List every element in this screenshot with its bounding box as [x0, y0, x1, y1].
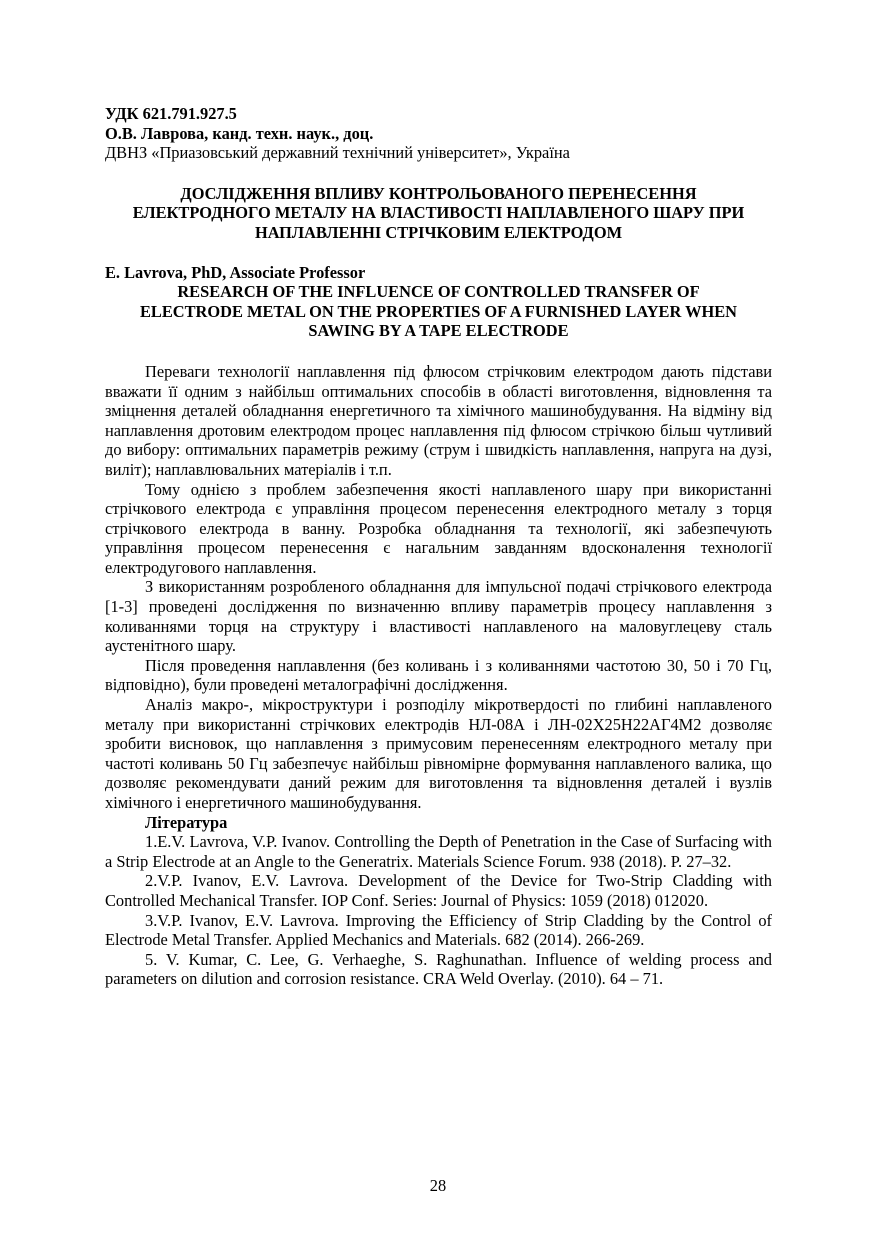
- abstract-body: [105, 362, 772, 989]
- reference-item: 2.V.P. Ivanov, E.V. Lavrova. Development of the Device for Two-Strip Cladding with Controlled Mechanical Transfer. IOP Conf. Series: Journal of Physics: 1059 (2018) 012020.: [105, 871, 772, 910]
- author-ua: О.В. Лаврова, канд. техн. наук., доц.: [105, 123, 374, 143]
- affiliation: ДВНЗ «Приазовський державний технічний університет», Україна: [105, 143, 570, 163]
- title-ua: [105, 184, 772, 243]
- page-number: 28: [429, 1176, 447, 1195]
- author-en: E. Lavrova, PhD, Associate Professor: [105, 262, 366, 282]
- body-paragraph: З використанням розробленого обладнання для імпульсної подачі стрічкового електрода [1-3] проведені дослідження по визначенню впливу параметрів процесу наплавлення з коливаннями торця на структуру і властивості наплавленого на маловуглецеву сталь аустенітного шару.: [105, 577, 772, 656]
- title-en-line: ELECTRODE METAL ON THE PROPERTIES OF A FURNISHED LAYER WHEN: [139, 301, 738, 321]
- body-paragraph: Переваги технології наплавлення під флюсом стрічковим електродом дають підстави вважати її одним з найбільш оптимальних способів в області виготовлення, відновлення та зміцнення деталей обладнання енергетичного та хімічного машинобудування. На відміну від наплавлення дротовим електродом процес наплавлення під флюсом стрічкою більш чутливий до вибору: оптимальних параметрів режиму (струм і швидкість наплавлення, напруга на дузі, виліт); наплавлювальних матеріалів і т.п.: [105, 361, 772, 479]
- title-ua-line: ДОСЛІДЖЕННЯ ВПЛИВУ КОНТРОЛЬОВАНОГО ПЕРЕНЕСЕННЯ: [180, 183, 697, 203]
- body-paragraph: Після проведення наплавлення (без коливань і з коливаннями частотою 30, 50 і 70 Гц, відповідно), були проведені металографічні дослідження.: [105, 655, 772, 695]
- reference-item: 1.E.V. Lavrova, V.P. Ivanov. Controlling the Depth of Penetration in the Case of Surfacing with a Strip Electrode at an Angle to the Generatrix. Materials Science Forum. 938 (2018). P. 27–32.: [105, 832, 772, 871]
- reference-item: 5. V. Kumar, C. Lee, G. Verhaeghe, S. Raghunathan. Influence of welding process and parameters on dilution and corrosion resistance. CRA Weld Overlay. (2010). 64 – 71.: [105, 949, 772, 989]
- body-paragraph: Аналіз макро-, мікроструктури і розподілу мікротвердості по глибині наплавленого металу при використанні стрічкових електродів НЛ-08А і ЛН-02Х25Н22АГ4М2 дозволяє зробити висновок, що наплавлення з примусовим перенесенням електродного металу при частоті коливань 50 Гц забезпечує найбільш рівномірне формування наплавленого валика, що дозволяє рекомендувати даний режим для виготовлення та відновлення деталей і вузлів хімічного і енергетичного машинобудування.: [105, 695, 772, 812]
- title-en-line: SAWING BY A TAPE ELECTRODE: [308, 321, 569, 341]
- title-ua-line: НАПЛАВЛЕННІ СТРІЧКОВИМ ЕЛЕКТРОДОМ: [254, 222, 623, 242]
- references-heading: Література: [145, 812, 228, 832]
- title-en: [105, 282, 772, 341]
- reference-item: 3.V.P. Ivanov, E.V. Lavrova. Improving the Efficiency of Strip Cladding by the Control of Electrode Metal Transfer. Applied Mechanics and Materials. 682 (2014). 266-269.: [105, 910, 772, 950]
- title-ua-line: ЕЛЕКТРОДНОГО МЕТАЛУ НА ВЛАСТИВОСТІ НАПЛАВЛЕНОГО ШАРУ ПРИ: [132, 203, 745, 223]
- paper-page: [105, 104, 772, 989]
- paper-header: [105, 104, 772, 163]
- udc-code: УДК 621.791.927.5: [105, 104, 237, 123]
- body-paragraph: Тому однією з проблем забезпечення якості наплавленого шару при використанні стрічкового електрода є управління процесом перенесення електродного металу з торця стрічкового електрода в ванну. Розробка обладнання та технології, які забезпечують управління процесом перенесення є нагальним завданням вдосконалення технології електродугового наплавлення.: [105, 479, 772, 577]
- title-en-line: RESEARCH OF THE INFLUENCE OF CONTROLLED TRANSFER OF: [177, 282, 700, 302]
